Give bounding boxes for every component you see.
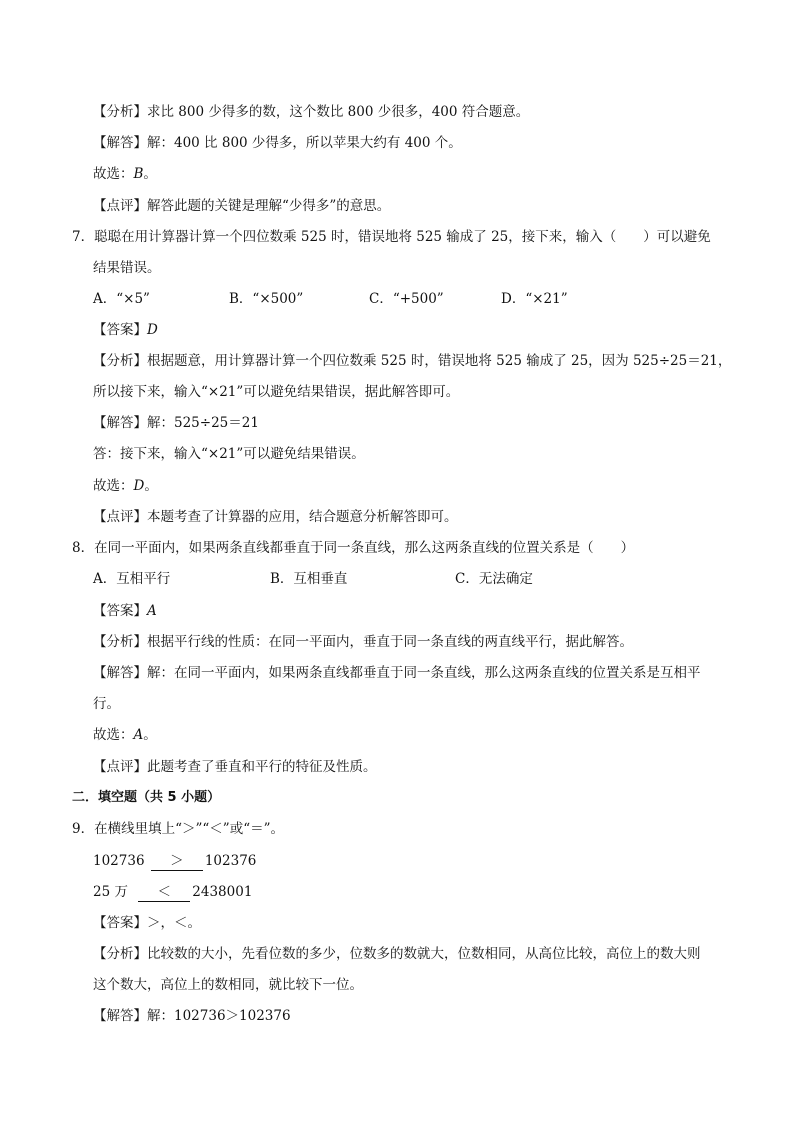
analysis-line-cont [93, 975, 363, 995]
analysis-line [93, 102, 529, 122]
question-text: 聪聪在用计算器计算一个四位数乘 525 时，错误地将 525 输成了 25，接下来，输入（ ）可以避免 [94, 229, 711, 245]
answer-line [93, 601, 157, 621]
option-c: C．“+500” [369, 291, 444, 307]
solution-line [93, 663, 701, 683]
analysis-text: 根据题意，用计算器计算一个四位数乘 525 时，错误地将 525 输成了 25，因为 525÷25＝21， [147, 353, 732, 369]
solution-tag: 【解答】 [93, 1008, 147, 1024]
analysis-text-cont: 所以接下来，输入“×21”可以避免结果错误，据此解答即可。 [93, 384, 460, 400]
choice-tail: 。 [144, 478, 158, 494]
comparison-right: 2438001 [192, 884, 253, 900]
review-tag: 【点评】 [93, 759, 147, 775]
option-a: A．“×5” [93, 291, 150, 307]
question-8-options [93, 569, 593, 589]
review-text: 解答此题的关键是理解“少得多”的意思。 [147, 198, 391, 214]
analysis-line-cont [93, 382, 459, 402]
option-a: A．互相平行 [93, 571, 171, 587]
question-9-stem [72, 819, 284, 839]
analysis-tag: 【分析】 [93, 946, 147, 962]
question-text-cont: 结果错误。 [93, 260, 161, 276]
review-text: 此题考查了垂直和平行的特征及性质。 [147, 759, 377, 775]
solution-line [93, 133, 462, 153]
solution-line [93, 1006, 291, 1026]
review-text: 本题考查了计算器的应用，结合题意分析解答即可。 [147, 509, 458, 525]
question-text: 在同一平面内，如果两条直线都垂直于同一条直线，那么这两条直线的位置关系是（ ） [94, 540, 635, 556]
solution-tag: 【解答】 [93, 135, 147, 151]
question-7-stem [72, 227, 711, 247]
analysis-text: 根据平行线的性质：在同一平面内，垂直于同一条直线的两直线平行，据此解答。 [147, 634, 633, 650]
analysis-line [93, 351, 731, 371]
solution-text: 解：在同一平面内，如果两条直线都垂直于同一条直线，那么这两条直线的位置关系是互相平 [147, 665, 701, 681]
question-number: 9． [72, 821, 95, 837]
comparison-left: 102736 [93, 853, 145, 869]
review-line [93, 507, 458, 527]
answer-blank: ＜ [138, 883, 190, 902]
question-number: 7． [72, 229, 95, 245]
choice-label: 故选： [93, 166, 134, 182]
reply-text: 答：接下来，输入“×21”可以避免结果错误。 [93, 446, 365, 462]
choice-label: 故选： [93, 478, 134, 494]
solution-text: 解：525÷25＝21 [147, 415, 259, 431]
analysis-tag: 【分析】 [93, 353, 147, 369]
review-tag: 【点评】 [93, 509, 147, 525]
answer-value: ＞，＜。 [147, 915, 201, 931]
option-b: B．互相垂直 [270, 571, 348, 587]
comparison-right: 102376 [204, 853, 257, 869]
analysis-text: 求比 800 少得多的数，这个数比 800 少很多，400 符合题意。 [147, 104, 530, 120]
solution-tag: 【解答】 [93, 665, 147, 681]
section-heading: 二．填空题（共 5 小题） [72, 790, 221, 805]
comparison-row-2 [93, 882, 252, 902]
choice-tail: 。 [143, 727, 157, 743]
choice-letter: B [133, 166, 144, 182]
choice-label: 故选： [93, 727, 134, 743]
choice-line [93, 164, 157, 184]
review-line [93, 196, 390, 216]
review-line [93, 757, 377, 777]
question-7-stem-cont [93, 258, 161, 278]
choice-tail: 。 [143, 166, 157, 182]
analysis-tag: 【分析】 [93, 634, 147, 650]
review-tag: 【点评】 [93, 198, 147, 214]
solution-text: 解：102736＞102376 [147, 1008, 291, 1024]
answer-tag: 【答案】 [93, 603, 147, 619]
answer-line [93, 913, 201, 933]
answer-tag: 【答案】 [93, 322, 147, 338]
solution-text-cont: 行。 [93, 696, 120, 712]
choice-letter: A [133, 727, 144, 743]
answer-value: D [147, 322, 158, 338]
solution-tag: 【解答】 [93, 415, 147, 431]
comparison-row-1 [93, 851, 256, 871]
question-8-stem [72, 538, 634, 558]
option-d: D．“×21” [501, 291, 568, 307]
analysis-text: 比较数的大小，先看位数的多少，位数多的数就大，位数相同，从高位比较，高位上的数大则 [147, 946, 701, 962]
analysis-tag: 【分析】 [93, 104, 147, 120]
analysis-line [93, 944, 701, 964]
question-text: 在横线里填上“＞”“＜”或“＝”。 [94, 821, 285, 837]
analysis-line [93, 632, 633, 652]
solution-line [93, 413, 259, 433]
answer-tag: 【答案】 [93, 915, 147, 931]
answer-blank: ＞ [151, 852, 203, 871]
choice-letter: D [133, 478, 145, 494]
option-b: B．“×500” [229, 291, 304, 307]
answer-line [93, 320, 158, 340]
answer-value: A [147, 603, 157, 619]
choice-line [93, 476, 158, 496]
solution-text: 解：400 比 800 少得多，所以苹果大约有 400 个。 [147, 135, 462, 151]
solution-line-cont [93, 694, 120, 714]
analysis-text-cont: 这个数大，高位上的数相同，就比较下一位。 [93, 977, 363, 993]
choice-line [93, 725, 157, 745]
reply-line [93, 444, 365, 464]
comparison-left: 25 万 [93, 884, 128, 900]
question-7-options [93, 289, 693, 309]
option-c: C．无法确定 [455, 571, 533, 587]
question-number: 8． [72, 540, 95, 556]
